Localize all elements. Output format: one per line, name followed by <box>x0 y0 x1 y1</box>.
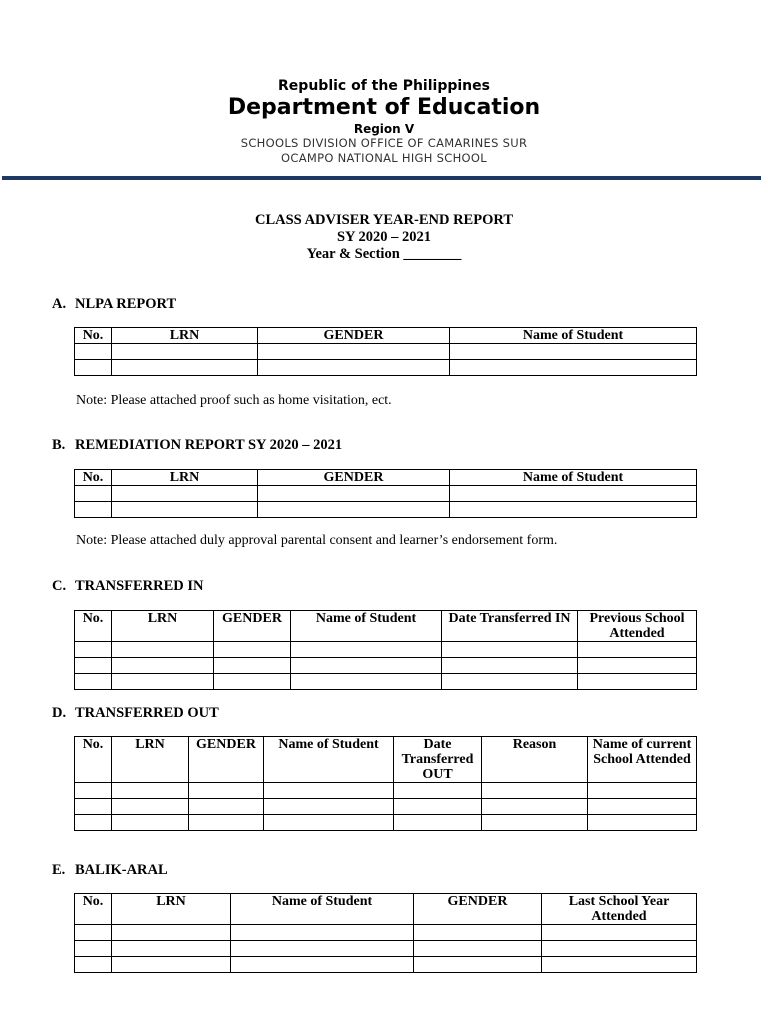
table-header-row <box>75 328 697 344</box>
header-cell: Name of Student <box>264 737 394 783</box>
table-cell[interactable] <box>75 344 112 360</box>
table-cell[interactable] <box>258 344 450 360</box>
header-cell: No. <box>75 894 112 925</box>
balik-aral-table <box>74 893 697 973</box>
section-letter: D. <box>52 705 67 721</box>
table-cell[interactable] <box>442 658 578 674</box>
header-cell: LRN <box>112 737 189 783</box>
header-cell: LRN <box>112 328 258 344</box>
table-cell[interactable] <box>189 783 264 799</box>
table-cell[interactable] <box>394 799 482 815</box>
header-divider <box>2 176 761 180</box>
table-row[interactable] <box>75 957 697 973</box>
section-d-heading <box>52 705 219 722</box>
section-letter: C. <box>52 578 67 594</box>
table-header-row <box>75 894 697 925</box>
header-cell: GENDER <box>258 470 450 486</box>
table-cell[interactable] <box>75 502 112 518</box>
report-title: CLASS ADVISER YEAR-END REPORT <box>255 212 513 228</box>
table-cell[interactable] <box>75 360 112 376</box>
section-a-heading <box>52 296 176 313</box>
table-cell[interactable] <box>189 799 264 815</box>
transferred-out-table <box>74 736 697 831</box>
table-cell[interactable] <box>112 360 258 376</box>
table-cell[interactable] <box>578 674 697 690</box>
table-cell[interactable] <box>482 783 588 799</box>
table-cell[interactable] <box>75 815 112 831</box>
table-cell[interactable] <box>258 486 450 502</box>
header-cell: LRN <box>112 894 231 925</box>
table-header-row <box>75 737 697 783</box>
table-cell[interactable] <box>482 799 588 815</box>
section-letter: A. <box>52 296 67 312</box>
header-cell: Name of Student <box>450 470 697 486</box>
transferred-in-table <box>74 610 697 690</box>
department-line: Department of Education <box>227 95 541 120</box>
remediation-table <box>74 469 697 518</box>
section-b-heading <box>52 437 342 454</box>
table-row[interactable] <box>75 658 697 674</box>
table-cell[interactable] <box>291 642 442 658</box>
table-cell[interactable] <box>442 642 578 658</box>
header-cell: GENDER <box>214 611 291 642</box>
table-cell[interactable] <box>214 658 291 674</box>
table-cell[interactable] <box>112 799 189 815</box>
table-cell[interactable] <box>75 658 112 674</box>
table-cell[interactable] <box>75 642 112 658</box>
table-cell[interactable] <box>112 941 231 957</box>
section-title: TRANSFERRED IN <box>75 578 204 594</box>
republic-line: Republic of the Philippines <box>278 78 490 94</box>
school-line: OCAMPO NATIONAL HIGH SCHOOL <box>281 151 487 165</box>
table-row[interactable] <box>75 502 697 518</box>
table-cell[interactable] <box>112 783 189 799</box>
table-cell[interactable] <box>542 925 697 941</box>
table-cell[interactable] <box>394 783 482 799</box>
header-cell: Name of current School Attended <box>588 737 697 783</box>
table-cell[interactable] <box>75 783 112 799</box>
table-cell[interactable] <box>231 941 414 957</box>
table-cell[interactable] <box>112 642 214 658</box>
table-header-row <box>75 470 697 486</box>
table-row[interactable] <box>75 925 697 941</box>
region-line: Region V <box>353 122 415 136</box>
header-cell: Last School Year Attended <box>542 894 697 925</box>
nlpa-table <box>74 327 697 376</box>
header-cell: Name of Student <box>291 611 442 642</box>
header-cell: GENDER <box>189 737 264 783</box>
header-cell: GENDER <box>414 894 542 925</box>
section-title: TRANSFERRED OUT <box>75 705 219 721</box>
header-cell: Name of Student <box>231 894 414 925</box>
table-cell[interactable] <box>264 783 394 799</box>
header-cell: Reason <box>482 737 588 783</box>
table-cell[interactable] <box>264 815 394 831</box>
report-title-block <box>0 212 768 263</box>
header-cell: Previous School Attended <box>578 611 697 642</box>
table-cell[interactable] <box>112 486 258 502</box>
table-cell[interactable] <box>75 957 112 973</box>
table-cell[interactable] <box>112 957 231 973</box>
table-row[interactable] <box>75 486 697 502</box>
table-cell[interactable] <box>450 502 697 518</box>
table-cell[interactable] <box>542 957 697 973</box>
year-section: Year & Section ________ <box>306 246 462 262</box>
table-cell[interactable] <box>291 658 442 674</box>
table-cell[interactable] <box>578 658 697 674</box>
table-row[interactable] <box>75 783 697 799</box>
table-cell[interactable] <box>112 658 214 674</box>
section-letter: E. <box>52 862 66 878</box>
table-cell[interactable] <box>291 674 442 690</box>
table-cell[interactable] <box>588 783 697 799</box>
table-cell[interactable] <box>189 815 264 831</box>
table-cell[interactable] <box>75 941 112 957</box>
table-row[interactable] <box>75 799 697 815</box>
table-cell[interactable] <box>112 502 258 518</box>
table-cell[interactable] <box>264 799 394 815</box>
table-cell[interactable] <box>75 925 112 941</box>
table-cell[interactable] <box>588 799 697 815</box>
table-cell[interactable] <box>588 815 697 831</box>
table-header-row <box>75 611 697 642</box>
table-cell[interactable] <box>394 815 482 831</box>
section-letter: B. <box>52 437 66 453</box>
header-cell: Date Transferred IN <box>442 611 578 642</box>
table-cell[interactable] <box>258 502 450 518</box>
table-cell[interactable] <box>75 486 112 502</box>
table-cell[interactable] <box>578 642 697 658</box>
section-e-heading <box>52 862 168 879</box>
header-cell: No. <box>75 470 112 486</box>
table-cell[interactable] <box>112 925 231 941</box>
table-cell[interactable] <box>214 642 291 658</box>
table-cell[interactable] <box>482 815 588 831</box>
table-cell[interactable] <box>214 674 291 690</box>
table-cell[interactable] <box>112 674 214 690</box>
header-cell: Name of Student <box>450 328 697 344</box>
table-cell[interactable] <box>258 360 450 376</box>
table-cell[interactable] <box>75 674 112 690</box>
school-year: SY 2020 – 2021 <box>336 229 432 245</box>
table-cell[interactable] <box>112 815 189 831</box>
header-cell: LRN <box>112 611 214 642</box>
section-title: NLPA REPORT <box>75 296 177 312</box>
header-cell: No. <box>75 328 112 344</box>
table-cell[interactable] <box>231 957 414 973</box>
header-cell: LRN <box>112 470 258 486</box>
table-row[interactable] <box>75 815 697 831</box>
section-title: BALIK-ARAL <box>75 862 168 878</box>
header-cell: Date Transferred OUT <box>394 737 482 783</box>
table-cell[interactable] <box>450 486 697 502</box>
remediation-note: Note: Please attached duly approval parental consent and learner’s endorsement form. <box>76 533 558 548</box>
table-cell[interactable] <box>542 941 697 957</box>
nlpa-note: Note: Please attached proof such as home visitation, ect. <box>76 393 392 408</box>
table-cell[interactable] <box>414 941 542 957</box>
table-cell[interactable] <box>450 360 697 376</box>
section-title: REMEDIATION REPORT SY 2020 – 2021 <box>75 437 343 453</box>
table-cell[interactable] <box>414 925 542 941</box>
table-cell[interactable] <box>75 799 112 815</box>
table-row[interactable] <box>75 642 697 658</box>
table-cell[interactable] <box>442 674 578 690</box>
table-cell[interactable] <box>414 957 542 973</box>
section-c-heading <box>52 578 204 595</box>
table-cell[interactable] <box>450 344 697 360</box>
table-cell[interactable] <box>231 925 414 941</box>
table-row[interactable] <box>75 674 697 690</box>
division-line: SCHOOLS DIVISION OFFICE OF CAMARINES SUR <box>240 136 528 150</box>
table-cell[interactable] <box>112 344 258 360</box>
header-cell: GENDER <box>258 328 450 344</box>
table-row[interactable] <box>75 360 697 376</box>
table-row[interactable] <box>75 344 697 360</box>
header-cell: No. <box>75 737 112 783</box>
header-cell: No. <box>75 611 112 642</box>
table-row[interactable] <box>75 941 697 957</box>
letterhead <box>0 78 768 166</box>
